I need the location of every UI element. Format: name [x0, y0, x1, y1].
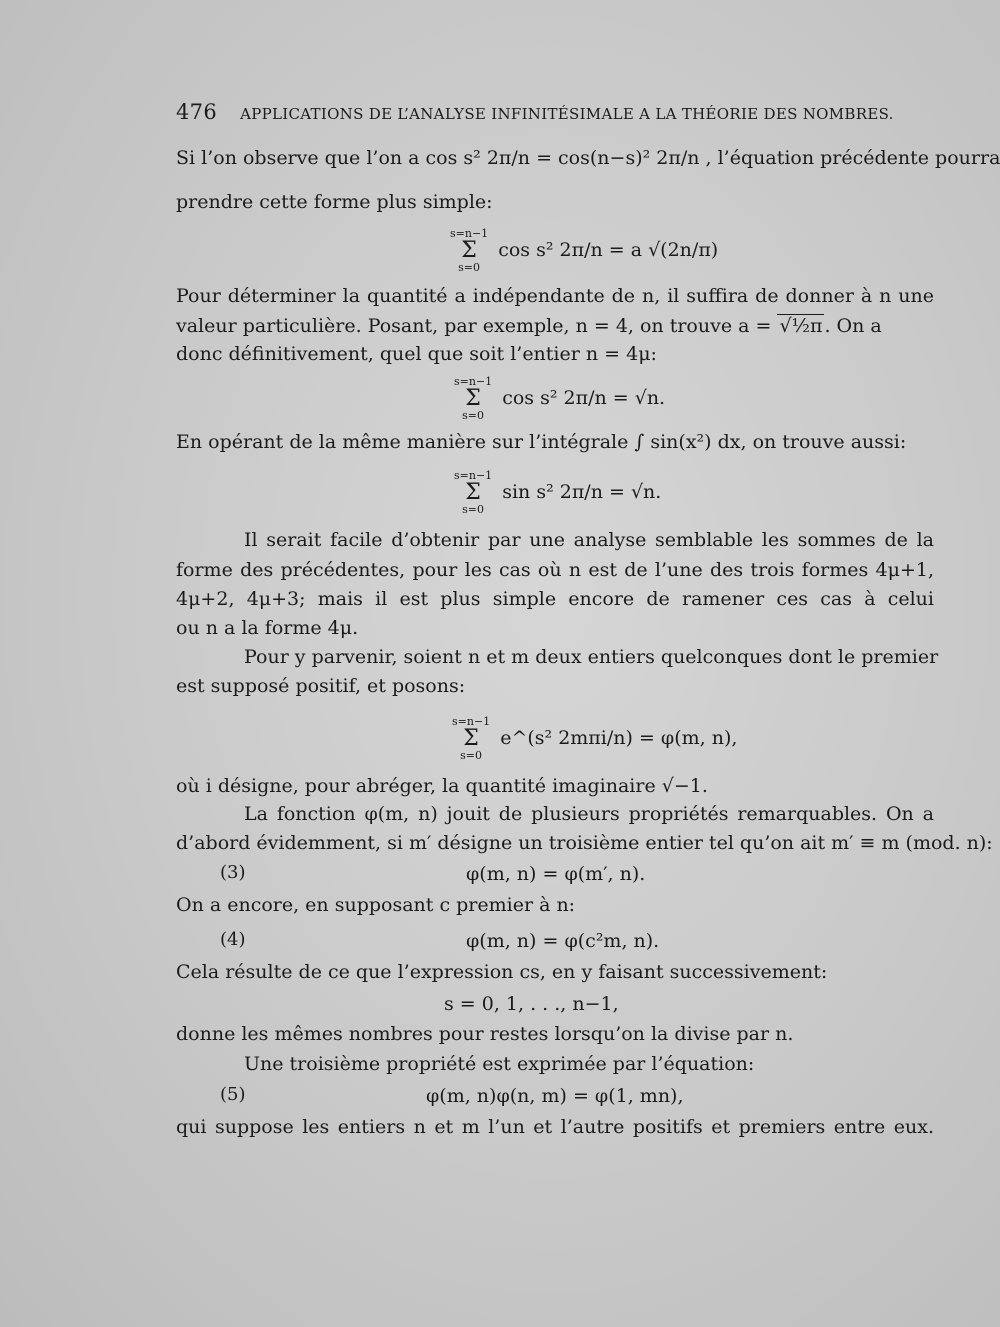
text-line: donc définitivement, quel que soit l’entier n = 4μ:	[176, 343, 657, 365]
running-title: APPLICATIONS DE L’ANALYSE INFINITÉSIMALE A LA THÉORIE DES NOMBRES.	[240, 105, 894, 123]
equation-number: (3)	[220, 862, 246, 883]
equation-body: sin s² 2π/n = √n.	[502, 481, 662, 503]
page-header	[176, 100, 936, 124]
equation-number: (4)	[220, 929, 246, 950]
radical-value: √½π	[779, 315, 823, 337]
text-line: est supposé positif, et posons:	[176, 675, 466, 697]
text-line: Pour y parvenir, soient n et m deux entiers quelconques dont le premier	[244, 646, 939, 668]
text-line: Une troisième propriété est exprimée par l’équation:	[244, 1053, 755, 1075]
display-equation: φ(m, n) = φ(c²m, n).	[466, 930, 660, 952]
text-line: Cela résulte de ce que l’expression cs, en y faisant successivement:	[176, 961, 828, 983]
display-equation	[452, 716, 737, 762]
display-equation	[454, 470, 661, 516]
display-equation	[454, 376, 665, 422]
equation-body: e^(s² 2mπi/n) = φ(m, n),	[500, 727, 738, 749]
display-equation: s = 0, 1, . . ., n−1,	[444, 993, 619, 1015]
text-line: valeur particulière. Posant, par exemple, n = 4, on trouve a = √½π . On a	[176, 315, 882, 337]
text-line: Pour déterminer la quantité a indépendante de n, il suffira de donner à n une	[176, 285, 934, 307]
text-line: Si l’on observe que l’on a cos s² 2π/n = cos(n−s)² 2π/n , l’équation précédente pourra	[176, 147, 1000, 169]
text-line: Il serait facile d’obtenir par une analyse semblable les sommes de la	[244, 529, 934, 551]
text-line: On a encore, en supposant c premier à n:	[176, 894, 576, 916]
page-number: 476	[176, 100, 217, 124]
text-line: ou n a la forme 4μ.	[176, 617, 359, 639]
text-line: forme des précédentes, pour les cas où n est de l’une des trois formes 4μ+1,	[176, 559, 934, 581]
text-line: d’abord évidemment, si m′ désigne un troisième entier tel qu’on ait m′ ≡ m (mod. n):	[176, 832, 993, 854]
equation-body: cos s² 2π/n = √n.	[502, 387, 666, 409]
sum-operator: s=n−1 Σ s=0	[454, 469, 493, 516]
text-line: La fonction φ(m, n) jouit de plusieurs propriétés remarquables. On a	[244, 803, 934, 825]
text-line: En opérant de la même manière sur l’intégrale ∫ sin(x²) dx, on trouve aussi:	[176, 431, 907, 453]
display-equation	[450, 228, 718, 274]
sum-operator: s=n−1 Σ s=0	[450, 227, 489, 274]
equation-number: (5)	[220, 1084, 246, 1105]
text-line: qui suppose les entiers n et m l’un et l’autre positifs et premiers entre eux.	[176, 1116, 934, 1138]
text-line: où i désigne, pour abréger, la quantité imaginaire √−1.	[176, 775, 708, 797]
sum-operator: s=n−1 Σ s=0	[452, 715, 491, 762]
text-line: prendre cette forme plus simple:	[176, 191, 493, 213]
text-line: 4μ+2, 4μ+3; mais il est plus simple encore de ramener ces cas à celui	[176, 588, 934, 610]
inline-equation: s² 2π/n = cos(n−s)² 2π/n	[463, 147, 700, 169]
equation-body: cos s² 2π/n = a √(2n/π)	[498, 239, 719, 261]
integral-expression: ∫ sin(x²) dx	[634, 431, 741, 453]
display-equation: φ(m, n) = φ(m′, n).	[466, 863, 646, 885]
text-line: donne les mêmes nombres pour restes lorsqu’on la divise par n.	[176, 1023, 794, 1045]
sum-operator: s=n−1 Σ s=0	[454, 375, 493, 422]
display-equation: φ(m, n)φ(n, m) = φ(1, mn),	[426, 1085, 684, 1107]
